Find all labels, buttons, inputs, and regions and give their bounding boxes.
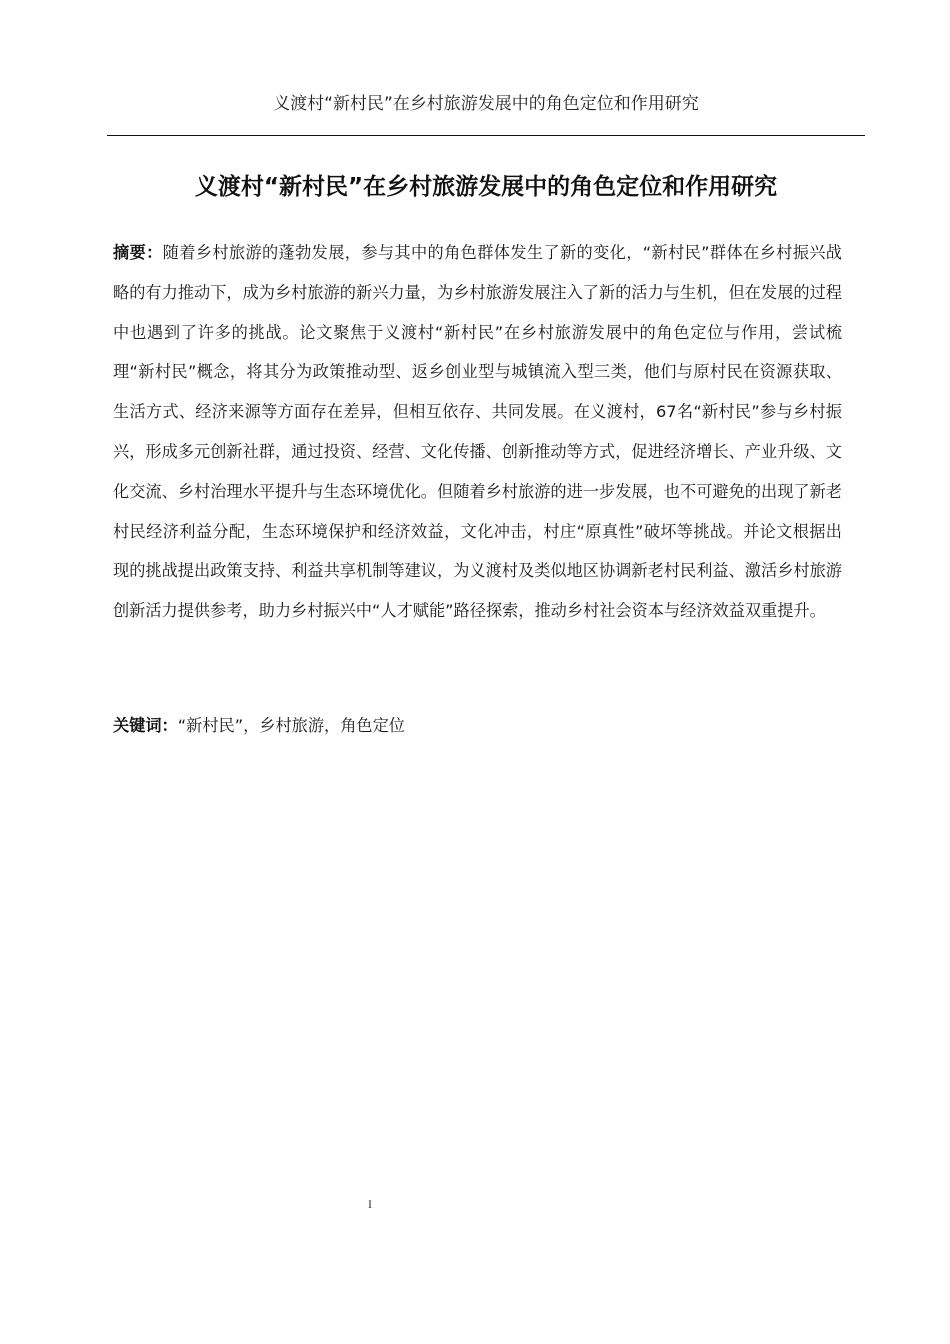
keywords-label: 关键词： bbox=[113, 716, 178, 735]
running-header: 义渡村“新村民”在乡村旅游发展中的角色定位和作用研究 bbox=[273, 94, 699, 114]
abstract-paragraph bbox=[113, 233, 842, 631]
abstract-label: 摘要： bbox=[113, 243, 163, 262]
page-number: I bbox=[368, 1197, 372, 1211]
keywords-line bbox=[113, 706, 842, 746]
keywords-text: “新村民”，乡村旅游，角色定位 bbox=[177, 716, 405, 735]
page-title: 义渡村“新村民”在乡村旅游发展中的角色定位和作用研究 bbox=[194, 174, 778, 200]
abstract-text: 随着乡村旅游的蓬勃发展，参与其中的角色群体发生了新的变化，“新村民”群体在乡村振兴战略的有力推动下，成为乡村旅游的新兴力量，为乡村旅游发展注入了新的活力与生机，但在发展的过程中也遇到了许多的挑战。论文聚焦于义渡村“新村民”在乡村旅游发展中的角色定位与作用，尝试梳理“新村民”概念，将其分为政策推动型、返乡创业型与城镇流入型三类，他们与原村民在资源获取、生活方式、经济来源等方面存在差异，但相互依存、共同发展。在义渡村，67名“新村民”参与乡村振兴，形成多元创新社群，通过投资、经营、文化传播、创新推动等方式，促进经济增长、产业升级、文化交流、乡村治理水平提升与生态环境优化。但随着乡村旅游的进一步发展，也不可避免的出现了新老村民经济利益分配，生态环境保护和经济效益，文化冲击，村庄“原真性”破坏等挑战。并论文根据出现的挑战提出政策支持、利益共享机制等建议，为义渡村及类似地区协调新老村民利益、激活乡村旅游创新活力提供参考，助力乡村振兴中“人才赋能”路径探索，推动乡村社会资本与经济效益双重提升。 bbox=[113, 243, 842, 621]
header-divider bbox=[107, 135, 865, 136]
